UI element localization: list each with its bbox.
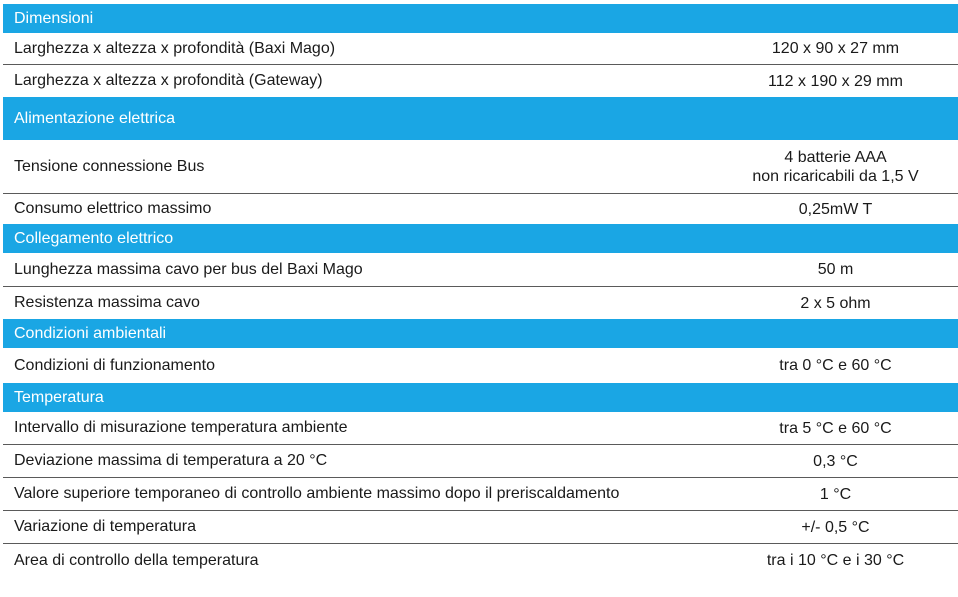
table-row xyxy=(3,33,958,65)
row-value: 50 m xyxy=(817,261,854,278)
table-row xyxy=(3,287,958,319)
table-row xyxy=(3,140,958,194)
row-value: tra 0 °C e 60 °C xyxy=(779,357,892,374)
table-row xyxy=(3,194,958,224)
section-header-alimentazione: Alimentazione elettrica xyxy=(3,97,958,140)
spec-table xyxy=(3,4,958,577)
table-row xyxy=(3,511,958,544)
row-label: Deviazione massima di temperatura a 20 °C xyxy=(14,452,328,469)
section-header-temperatura: Temperatura xyxy=(3,383,958,412)
table-row xyxy=(3,65,958,97)
row-value: 0,3 °C xyxy=(813,452,858,470)
table-row xyxy=(3,445,958,478)
row-value: 112 x 190 x 29 mm xyxy=(768,72,903,90)
table-row xyxy=(3,348,958,383)
row-value: +/- 0,5 °C xyxy=(801,518,870,536)
row-label: Larghezza x altezza x profondità (Baxi Mago) xyxy=(14,39,336,57)
table-row xyxy=(3,544,958,577)
row-label: Tensione connessione Bus xyxy=(14,157,205,175)
row-value: 2 x 5 ohm xyxy=(800,294,871,312)
row-value: 4 batterie AAA non ricaricabili da 1,5 V xyxy=(752,148,919,185)
table-row xyxy=(3,253,958,287)
row-label: Valore superiore temporaneo di controllo ambiente massimo dopo il preriscaldamento xyxy=(14,485,620,502)
table-row xyxy=(3,412,958,445)
row-value: 120 x 90 x 27 mm xyxy=(771,40,900,57)
row-label: Intervallo di misurazione temperatura ambiente xyxy=(14,419,348,436)
row-label: Resistenza massima cavo xyxy=(14,294,200,311)
row-label: Area di controllo della temperatura xyxy=(14,551,259,569)
row-value: 1 °C xyxy=(819,485,852,503)
section-header-collegamento: Collegamento elettrico xyxy=(3,224,958,253)
row-label: Condizioni di funzionamento xyxy=(14,356,216,374)
row-label: Lunghezza massima cavo per bus del Baxi Mago xyxy=(14,260,363,278)
row-label: Larghezza x altezza x profondità (Gateway) xyxy=(14,72,323,89)
section-header-dimensioni: Dimensioni xyxy=(3,4,958,33)
row-value: tra 5 °C e 60 °C xyxy=(779,419,892,437)
table-row xyxy=(3,478,958,511)
row-label: Consumo elettrico massimo xyxy=(14,200,212,217)
section-header-condizioni: Condizioni ambientali xyxy=(3,319,958,348)
row-label: Variazione di temperatura xyxy=(14,518,197,535)
row-value: tra i 10 °C e i 30 °C xyxy=(766,552,905,569)
row-value: 0,25mW T xyxy=(798,200,873,218)
